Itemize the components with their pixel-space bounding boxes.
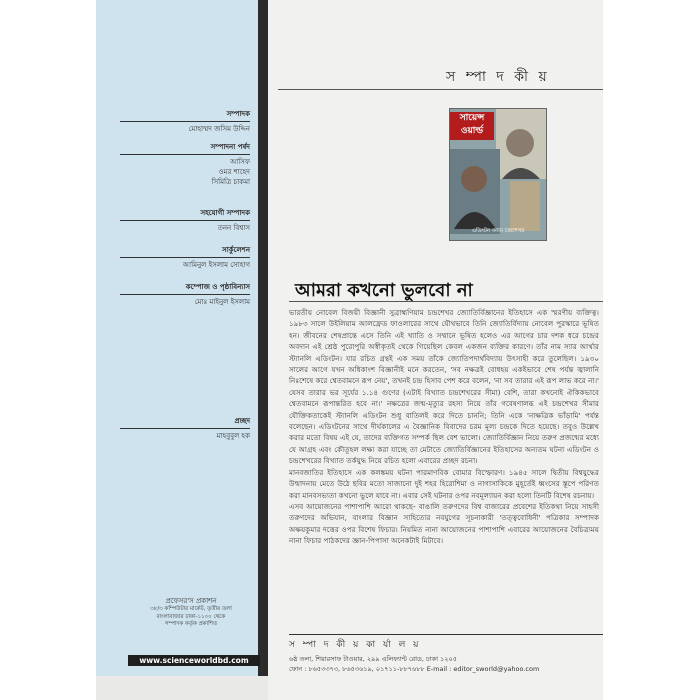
publisher-line: সম্পাদক কর্তৃক প্রকাশিত xyxy=(164,621,218,628)
credit-name: মোহাম্মদ জসিম উদ্দিন xyxy=(188,125,250,133)
publisher-line: বাংলাবাজার ঢাকা-১১০০ থেকে xyxy=(156,613,226,620)
cover-subtitle: এডিংটন বনাম চন্দ্রশেখর xyxy=(471,228,525,234)
office-contact-line: ফোন : ৮৬৫৩৩৭৩, ৮৬৫৩৬১৯, ০১৭১১-৮৮৭৬৮৮ E-mail : editor_sworld@yahoo.com xyxy=(289,665,540,673)
sidebar-divider xyxy=(258,0,268,676)
credit-cover xyxy=(120,415,250,441)
credit-role: সম্পাদক xyxy=(120,108,250,122)
office-address-line: ৬ষ্ঠ তলা, শিয়ারসাফ টাওয়ার, ২৯৯ এলিফ্যান্ট রোড, ঢাকা ১২০৫ xyxy=(289,655,457,663)
office-address xyxy=(289,654,603,674)
editorial-office xyxy=(289,634,603,674)
credit-name: আমিনুল ইসলাম সোহাগ xyxy=(182,261,250,269)
credit-name: তনন বিশ্বাস xyxy=(217,224,250,232)
headline-divider xyxy=(289,301,603,302)
credit-role: প্রচ্ছদ xyxy=(120,415,250,429)
credit-name: সিমিত্রি চাকমা xyxy=(211,178,250,186)
cover-logo-line: ওয়ার্ল্ড xyxy=(460,126,484,136)
editorial-headline: আমরা কখনো ভুলবো না xyxy=(295,280,473,301)
credit-editorial-board xyxy=(120,141,250,187)
section-divider xyxy=(278,89,603,90)
credit-editor xyxy=(120,108,250,134)
credit-name: আসিফ xyxy=(230,158,250,166)
publisher-line: প্রফেসর'স প্রকাশন xyxy=(165,597,217,605)
credit-name: মোঃ মাইনুল ইসলাম xyxy=(194,298,250,306)
credit-role: সম্পাদনা পর্ষদ xyxy=(120,141,250,155)
body-paragraph: ভারতীয় নোবেল বিজয়ী বিজ্ঞানী সুব্রাহ্মণিয়াম চন্দ্রশেখর জ্যোতির্বিজ্ঞানের ইতিহাসে এক স্মরণীয় ব্যক্তিত্ব। ১৯৮৩ সালে উইলিয়াম আলফ্রেড ফাওলারের সাথে যৌথভাবে তিনি জ্যোতির্বিদ্যায় নোবেল পুরস্কারে ভূষিত হন। জীবনের শেষপ্রান্তে এসে তিনি এই খ্যাতি ও সম্মানে ভূষিত হলেও এর আগের চার দশক ধরে চন্দ্রের অবদান এই শ্রেষ্ঠ পুরোপুরি অস্বীকৃতই থেকে গিয়েছিল কেবল একজন ব্যক্তির কারণে। তাঁর নাম স্যার আর্থার স্ট্যানলি এডিংটন। যার রচিত গ্রন্থই এক সময় তাঁকে জ্যোতিপদার্থবিদ্যায় উৎসাহী করে তুলেছিল। ১৯৩০ সালের আগে যখন অধিকাংশ বিজ্ঞানীই মনে করতেন, 'সব নক্ষত্রই বোধহয় একইভাবে শেষ পর্যন্ত জ্বালানি নিঃশেষে করে শ্বেতবামনে রূপ নেয়', তখনই চন্দ্র হিসাব পেশ করে বলেন, 'না সব তারার এই রূপ লাভ করে না।' যেসব তারার ভর সূর্যের ১.১৪ গুণের (এটাই বিখ্যাত চন্দ্রশেখরের সীমা) বেশি, তারা কখনোই ঐকিকভাবে শ্বেতবামনে রূপান্তরিত হবে না।' নক্ষত্রের জন্ম-মৃত্যুর রহস্য নিয়ে তাঁর গবেষণালব্ধ এই চন্দ্রশেখর সীমার যৌক্তিকতাকেই স্ট্যানলি এডিংটন শুধু বাতিলই করে দিতে চাননি; তিনি একে 'নাক্ষত্রিক ভাঁড়ামি' পর্যন্ত বলেছেন। এডিংটনের সাথে দীর্ঘকালের এ বৈজ্ঞানিক বিবাদের চরম মূল্য চন্দ্রকে দিতে হয়েছে। তবুও উল্লেখ করার মতো বিষয় এই যে, তাদের ব্যক্তিগত সম্পর্ক ছিল বেশ ভালো। জ্যোতির্বিজ্ঞান নিয়ে তরুণ প্রজন্মের মধ্যে যে আগ্রহ এবং কৌতূহল লক্ষ্য করা যাচ্ছে তা মেটাতে জ্যোতির্বিজ্ঞানের ইতিহাসের অন্যতম ঘটনা এডিংটন ও চন্দ্রশেখরের বিখ্যাত তর্কযুদ্ধ নিয়ে রচিত হলো এবারের প্রচ্ছদ রচনা। xyxy=(289,308,599,466)
credit-circulation xyxy=(120,244,250,270)
editorial-body xyxy=(289,307,599,547)
website-link[interactable]: www.scienceworldbd.com xyxy=(128,655,260,666)
credit-role: সার্কুলেশন xyxy=(120,244,250,258)
credit-associate-editor xyxy=(120,207,250,233)
body-paragraph: এসব আয়োজনের পাশাপাশি আরো থাকছে- বাঙালি তরুণদের বিশ্ব বাজারের প্রবেশের ইতিকথা নিয়ে সাহসী তরুণদের অভিযান, বাংলার বিজ্ঞান সাহিত্যের নবযুগের সূচনাকারী 'তত্ত্ববোধিনী' পত্রিকার সম্পাদক অক্ষয়কুমার দত্তের ওপর বিশেষ ফিচার। নিয়মিত নানা আয়োজনের পাশাপাশি এবারের আয়োজনের বৈচিত্র্যময় নানা ফিচার পাঠকদের জ্ঞান-পিপাসা অনেকটাই মিটাবে। xyxy=(289,501,599,546)
cover-logo-line: সায়েন্স xyxy=(459,113,485,123)
credit-layout xyxy=(120,281,250,307)
sidebar-panel xyxy=(96,0,258,676)
credit-name: ওমর শাহেদ xyxy=(218,168,250,176)
section-title: স ম্পা দ কী য় xyxy=(446,69,550,85)
credit-role: কম্পোজ ও পৃষ্ঠাবিন্যাস xyxy=(120,281,250,295)
cover-image xyxy=(449,108,547,241)
publisher-info xyxy=(128,598,254,629)
cover-portraits xyxy=(450,109,546,240)
credit-name: মাহবুবুল হক xyxy=(216,432,250,440)
sidebar-footer-area xyxy=(96,676,268,700)
body-paragraph: মানবজাতির ইতিহাসে এক কলঙ্কময় ঘটনা পারমাণবিক বোমার বিস্ফোরণ। ১৯৪৫ সালে দ্বিতীয় বিশ্বযুদ্ধের উন্মাদনায় মেতে উঠে ছবির মতো সাজানো দুই শহর হিরোশিমা ও নাগাসাকিকে মুহূর্তেই ধ্বংসের স্তূপে পরিণত করা মানবসভ্যতা কখনো ভুলে যাবে না। এবার সেই ঘটনার ওপর নবমূল্যায়ন করা হলো তিনটি বিশেষ রচনায়। xyxy=(289,467,599,500)
publisher-line: ৩৮/৩ কম্পিউটার মার্কেট, তৃতীয় তলা xyxy=(150,605,232,612)
office-title: স ম্পা দ কী য় কা র্যা ল য় xyxy=(289,640,421,650)
credit-role: সহযোগী সম্পাদক xyxy=(120,207,250,221)
